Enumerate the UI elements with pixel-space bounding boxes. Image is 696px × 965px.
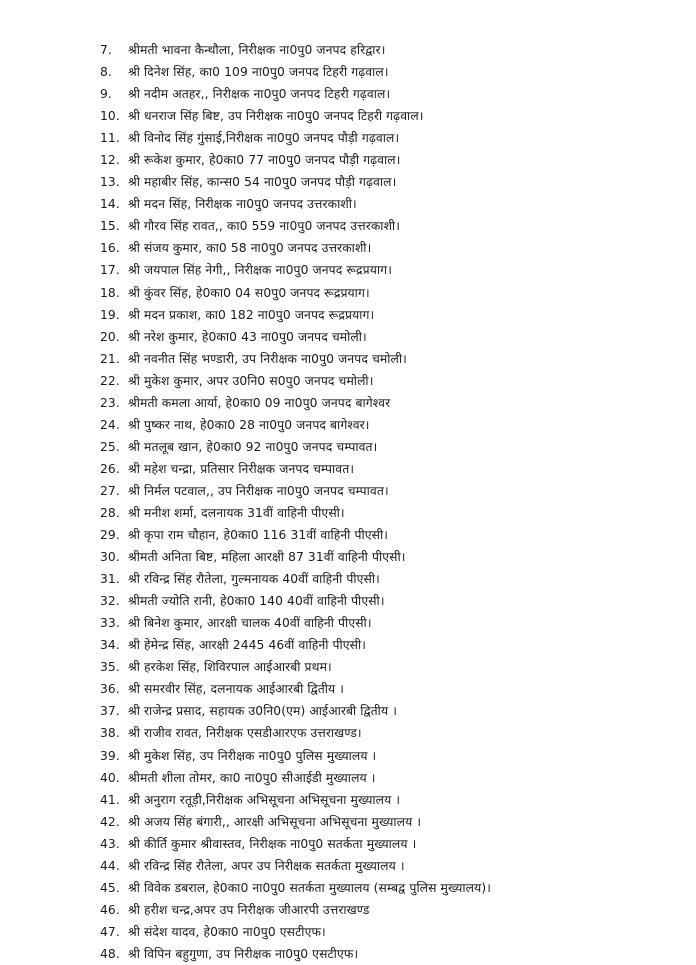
list-item-number: 10. xyxy=(100,109,120,124)
list-item-text: श्री अनुराग रतूड़ी,निरीक्षक अभिसूचना अभिसूचना मुख्यालय । xyxy=(128,792,401,807)
list-item xyxy=(100,282,690,304)
list-item xyxy=(100,480,690,502)
list-item xyxy=(100,458,690,480)
list-item xyxy=(100,700,690,722)
list-item-number: 39. xyxy=(100,748,120,763)
list-item-text: श्री विवेक डबराल, हे0का0 ना0पु0 सतर्कता मुख्यालय (सम्बद्व पुलिस मुख्यालय)। xyxy=(128,880,491,895)
list-item-text: श्री मुकेश सिंह, उप निरीक्षक ना0पु0 पुलिस मुख्यालय । xyxy=(128,748,377,763)
list-item-text: श्री मदन प्रकाश, का0 182 ना0पु0 जनपद रूद्रप्रयाग। xyxy=(128,307,375,322)
list-item-number: 37. xyxy=(100,704,120,719)
list-item-number: 30. xyxy=(100,550,120,565)
list-item xyxy=(100,789,690,811)
list-item-text: श्री कीर्ति कुमार श्रीवास्तव, निरीक्षक ना0पु0 सतर्कता मुख्यालय । xyxy=(128,836,417,851)
list-item xyxy=(100,502,690,524)
list-item xyxy=(100,39,690,61)
list-item-number: 23. xyxy=(100,395,120,410)
list-item xyxy=(100,546,690,568)
list-item-text: श्री निर्मल पटवाल,, उप निरीक्षक ना0पु0 जनपद चम्पावत। xyxy=(128,483,389,498)
list-item xyxy=(100,568,690,590)
list-item-number: 25. xyxy=(100,439,120,454)
list-item-text: श्रीमती अनिता बिष्ट, महिला आरक्षी 87 31वीं वाहिनी पीएसी। xyxy=(128,550,406,565)
list-item-text: श्री मदन सिंह, निरीक्षक ना0पु0 जनपद उत्तरकाशी। xyxy=(128,197,357,212)
list-item-text: श्री कुंवर सिंह, हे0का0 04 स0पु0 जनपद रूद्रप्रयाग। xyxy=(128,285,370,300)
list-item xyxy=(100,855,690,877)
list-item-number: 8. xyxy=(100,65,112,80)
list-item-text: श्री नवनीत सिंह भण्डारी, उप निरीक्षक ना0पु0 जनपद चमोली। xyxy=(128,351,407,366)
entry-list xyxy=(100,39,690,965)
list-item-text: श्री रविन्द्र सिंह रौतेला, अपर उप निरीक्षक सतर्कता मुख्यालय । xyxy=(128,858,405,873)
list-item-number: 31. xyxy=(100,572,120,587)
list-item-number: 19. xyxy=(100,307,120,322)
list-item-number: 36. xyxy=(100,682,120,697)
list-item-number: 26. xyxy=(100,461,120,476)
list-item xyxy=(100,259,690,281)
list-item-text: श्री बिनेश कुमार, आरक्षी चालक 40वीं वाहिनी पीएसी। xyxy=(128,616,372,631)
list-item-number: 13. xyxy=(100,175,120,190)
list-item xyxy=(100,811,690,833)
list-item xyxy=(100,193,690,215)
list-item-text: श्री संजय कुमार, का0 58 ना0पु0 जनपद उत्तरकाशी। xyxy=(128,241,372,256)
list-item xyxy=(100,436,690,458)
list-item-text: श्री रूकेश कुमार, हे0का0 77 ना0पु0 जनपद पौड़ी गढ़वाल। xyxy=(128,153,401,168)
list-item-number: 33. xyxy=(100,616,120,631)
list-item-text: श्री राजेन्द्र प्रसाद, सहायक उ0नि0(एम) आईआरबी द्वितीय । xyxy=(128,704,397,719)
list-item-number: 32. xyxy=(100,594,120,609)
list-item-number: 47. xyxy=(100,924,120,939)
list-item xyxy=(100,149,690,171)
list-item-number: 43. xyxy=(100,836,120,851)
list-item xyxy=(100,678,690,700)
list-item-text: श्री पुष्कर नाथ, हे0का0 28 ना0पु0 जनपद बागेश्वर। xyxy=(128,417,370,432)
list-item-text: श्री हरकेश सिंह, शिविरपाल आईआरबी प्रथम। xyxy=(128,660,332,675)
list-item xyxy=(100,745,690,767)
list-item xyxy=(100,656,690,678)
list-item-text: श्री संदेश यादव, हे0का0 ना0पु0 एसटीएफ। xyxy=(128,924,326,939)
list-item-text: श्री कृपा राम चौहान, हे0का0 116 31वीं वाहिनी पीएसी। xyxy=(128,528,389,543)
list-item xyxy=(100,83,690,105)
list-item-text: श्री मतलूब खान, हे0का0 92 ना0पु0 जनपद चम्पावत। xyxy=(128,439,378,454)
list-item xyxy=(100,767,690,789)
list-item-text: श्रीमती भावना कैन्थौला, निरीक्षक ना0पु0 जनपद हरिद्वार। xyxy=(128,43,386,57)
list-item xyxy=(100,833,690,855)
list-item-number: 35. xyxy=(100,660,120,675)
list-item-number: 44. xyxy=(100,858,120,873)
list-item-text: श्री महेश चन्द्रा, प्रतिसार निरीक्षक जनपद चम्पावत। xyxy=(128,461,355,476)
list-item xyxy=(100,943,690,965)
list-item xyxy=(100,370,690,392)
list-item-text: श्री विनोद सिंह गुंसाई,निरीक्षक ना0पु0 जनपद पौड़ी गढ़वाल। xyxy=(128,131,400,146)
list-item-number: 7. xyxy=(100,43,112,57)
list-item-number: 45. xyxy=(100,880,120,895)
list-item-text: श्री विपिन बहुगुणा, उप निरीक्षक ना0पु0 एसटीएफ। xyxy=(128,946,359,961)
list-item xyxy=(100,171,690,193)
list-item-text: श्री महाबीर सिंह, कान्स0 54 ना0पु0 जनपद पौड़ी गढ़वाल। xyxy=(128,175,397,190)
list-item-number: 15. xyxy=(100,219,120,234)
list-item-number: 12. xyxy=(100,153,120,168)
list-item xyxy=(100,304,690,326)
list-item xyxy=(100,392,690,414)
list-item-number: 28. xyxy=(100,505,120,520)
list-item-text: श्री दिनेश सिंह, का0 109 ना0पु0 जनपद टिहरी गढ़वाल। xyxy=(128,65,389,80)
list-item xyxy=(100,61,690,83)
list-item-number: 22. xyxy=(100,373,120,388)
list-item xyxy=(100,524,690,546)
list-item-number: 16. xyxy=(100,241,120,256)
list-item-number: 18. xyxy=(100,285,120,300)
list-item xyxy=(100,326,690,348)
list-item-text: श्री मुकेश कुमार, अपर उ0नि0 स0पु0 जनपद चमोली। xyxy=(128,373,374,388)
list-item-number: 24. xyxy=(100,417,120,432)
list-item-number: 38. xyxy=(100,726,120,741)
list-item xyxy=(100,105,690,127)
list-item xyxy=(100,722,690,744)
list-item-text: श्रीमती शीला तोमर, का0 ना0पु0 सीआईडी मुख्यालय । xyxy=(128,770,376,785)
list-item-number: 34. xyxy=(100,638,120,653)
list-item xyxy=(100,414,690,436)
list-item-number: 41. xyxy=(100,792,120,807)
list-item xyxy=(100,237,690,259)
list-item xyxy=(100,590,690,612)
list-item-text: श्री धनराज सिंह बिष्ट, उप निरीक्षक ना0पु0 जनपद टिहरी गढ़वाल। xyxy=(128,109,424,124)
list-item-text: श्री गौरव सिंह रावत,, का0 559 ना0पु0 जनपद उत्तरकाशी। xyxy=(128,219,400,234)
list-item-text: श्री रविन्द्र सिंह रौतेला, गुल्मनायक 40वीं वाहिनी पीएसी। xyxy=(128,572,380,587)
list-item-text: श्रीमती कमला आर्या, हे0का0 09 ना0पु0 जनपद बागेश्वर xyxy=(128,395,391,410)
list-item-number: 9. xyxy=(100,87,112,102)
list-item-number: 42. xyxy=(100,814,120,829)
list-item-number: 40. xyxy=(100,770,120,785)
list-item xyxy=(100,634,690,656)
list-item-text: श्री जयपाल सिंह नेगी,, निरीक्षक ना0पु0 जनपद रूद्रप्रयाग। xyxy=(128,263,392,278)
list-item xyxy=(100,348,690,370)
list-item xyxy=(100,921,690,943)
list-item-text: श्री मनीश शर्मा, दलनायक 31वीं वाहिनी पीएसी। xyxy=(128,505,345,520)
list-item-number: 20. xyxy=(100,329,120,344)
list-item-number: 29. xyxy=(100,528,120,543)
list-item xyxy=(100,127,690,149)
list-item-text: श्री अजय सिंह बंगारी,, आरक्षी अभिसूचना अभिसूचना मुख्यालय । xyxy=(128,814,422,829)
list-item-number: 11. xyxy=(100,131,120,146)
list-item-text: श्री समरवीर सिंह, दलनायक आईआरबी द्वितीय । xyxy=(128,682,345,697)
list-item-number: 21. xyxy=(100,351,120,366)
list-item xyxy=(100,877,690,899)
list-item xyxy=(100,899,690,921)
list-item-number: 17. xyxy=(100,263,120,278)
list-item xyxy=(100,215,690,237)
list-item xyxy=(100,612,690,634)
list-item-text: श्री नदीम अतहर,, निरीक्षक ना0पु0 जनपद टिहरी गढ़वाल। xyxy=(128,87,391,102)
list-item-number: 27. xyxy=(100,483,120,498)
list-item-number: 46. xyxy=(100,902,120,917)
list-item-text: श्री हेमेन्द्र सिंह, आरक्षी 2445 46वीं वाहिनी पीएसी। xyxy=(128,638,367,653)
list-item-text: श्री हरीश चन्द्र,अपर उप निरीक्षक जीआरपी उत्तराखण्ड xyxy=(128,902,370,917)
list-item-number: 14. xyxy=(100,197,120,212)
list-item-number: 48. xyxy=(100,946,120,961)
list-item-text: श्री राजीव रावत, निरीक्षक एसडीआरएफ उत्तराखण्ड। xyxy=(128,726,362,741)
list-item-text: श्रीमती ज्योति रानी, हे0का0 140 40वीं वाहिनी पीएसी। xyxy=(128,594,385,609)
list-item-text: श्री नरेश कुमार, हे0का0 43 ना0पु0 जनपद चमोली। xyxy=(128,329,367,344)
